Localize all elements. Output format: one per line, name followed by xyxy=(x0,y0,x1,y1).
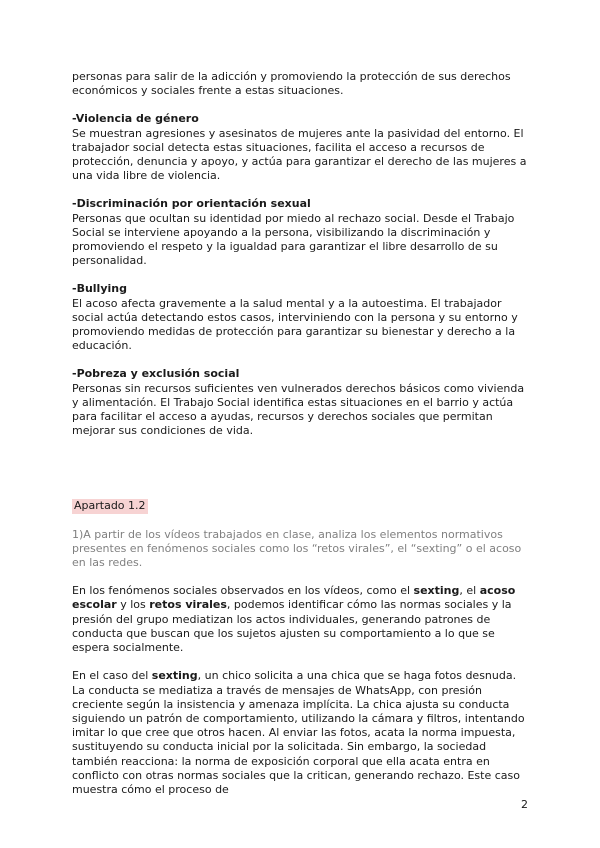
page-number: 2 xyxy=(521,798,528,811)
p1-text-4: , podemos identificar cómo las normas sociales y la presión del grupo mediatizan los actos individuales, generando patrones de conducta que buscan que los sujetos ajusten su comportamiento a lo que se espera socialmente. xyxy=(72,598,512,655)
section-body-discriminacion: Personas que ocultan su identidad por miedo al rechazo social. Desde el Trabajo Social se interviene apoyando a la persona, visibilizando la discriminación y promoviendo el respeto y la igualdad para garantizar el libre desarrollo de su personalidad. xyxy=(72,211,515,268)
p1-text-2: , el xyxy=(459,584,480,598)
p2-text-2: , un chico solicita a una chica que se haga fotos desnuda. La conducta se mediatiza a través de mensajes de WhatsApp, con presión creciente según la insistencia y amenaza implícita. La chica ajusta su conducta siguiendo un patrón de comportamiento, utilizando la cámara y filtros, intentando imitar lo que cree que otros hacen. Al enviar las fotos, acata la norma impuesta, sustituyendo su conducta inicial por la solicitada. Sin embargo, la sociedad también reacciona: la norma de exposición corporal que ella acata entra en conflicto con otras normas sociales que la critican, generando rechazo. Este caso muestra cómo el proceso de xyxy=(72,669,525,796)
section-heading-bullying: -Bullying xyxy=(72,282,127,296)
p1-text-3: y los xyxy=(116,598,150,612)
document-page xyxy=(72,70,527,797)
section-body-pobreza: Personas sin recursos suficientes ven vulnerados derechos básicos como vivienda y alimentación. El Trabajo Social identifica estas situaciones en el barrio y actúa para facilitar el acceso a ayudas, recursos y derechos sociales que permitan mejorar sus condiciones de vida. xyxy=(72,381,525,438)
p2-text-1: En el caso del xyxy=(72,669,152,683)
intro-paragraph: personas para salir de la adicción y promoviendo la protección de sus derechos económicos y sociales frente a estas situaciones. xyxy=(72,70,511,98)
analysis-paragraph-1 xyxy=(72,584,527,655)
apartado-label: Apartado 1.2 xyxy=(74,499,146,513)
question-text: 1)A partir de los vídeos trabajados en clase, analiza los elementos normativos presentes en fenómenos sociales como los “retos virales”, el “sexting” o el acoso en las redes. xyxy=(72,527,522,570)
p1-bold-acoso: acoso escolar xyxy=(72,584,516,612)
section-heading-pobreza: -Pobreza y exclusión social xyxy=(72,367,240,381)
p1-text-1: En los fenómenos sociales observados en los vídeos, como el xyxy=(72,584,414,598)
section-heading-violencia: -Violencia de género xyxy=(72,112,199,126)
p1-bold-sexting: sexting xyxy=(413,584,460,598)
p1-bold-retos: retos virales xyxy=(149,598,227,612)
section-body-violencia: Se muestran agresiones y asesinatos de mujeres ante la pasividad del entorno. El trabajador social detecta estas situaciones, facilita el acceso a recursos de protección, denuncia y apoyo, y actúa para garantizar el derecho de las mujeres a una vida libre de violencia. xyxy=(72,126,527,183)
section-heading-discriminacion: -Discriminación por orientación sexual xyxy=(72,197,311,211)
analysis-paragraph-2 xyxy=(72,669,527,797)
section-body-bullying: El acoso afecta gravemente a la salud mental y a la autoestima. El trabajador social actúa detectando estos casos, interviniendo con la persona y su entorno y promoviendo medidas de protección para garantizar su bienestar y derecho a la educación. xyxy=(72,296,518,353)
p2-bold-sexting: sexting xyxy=(151,669,198,683)
